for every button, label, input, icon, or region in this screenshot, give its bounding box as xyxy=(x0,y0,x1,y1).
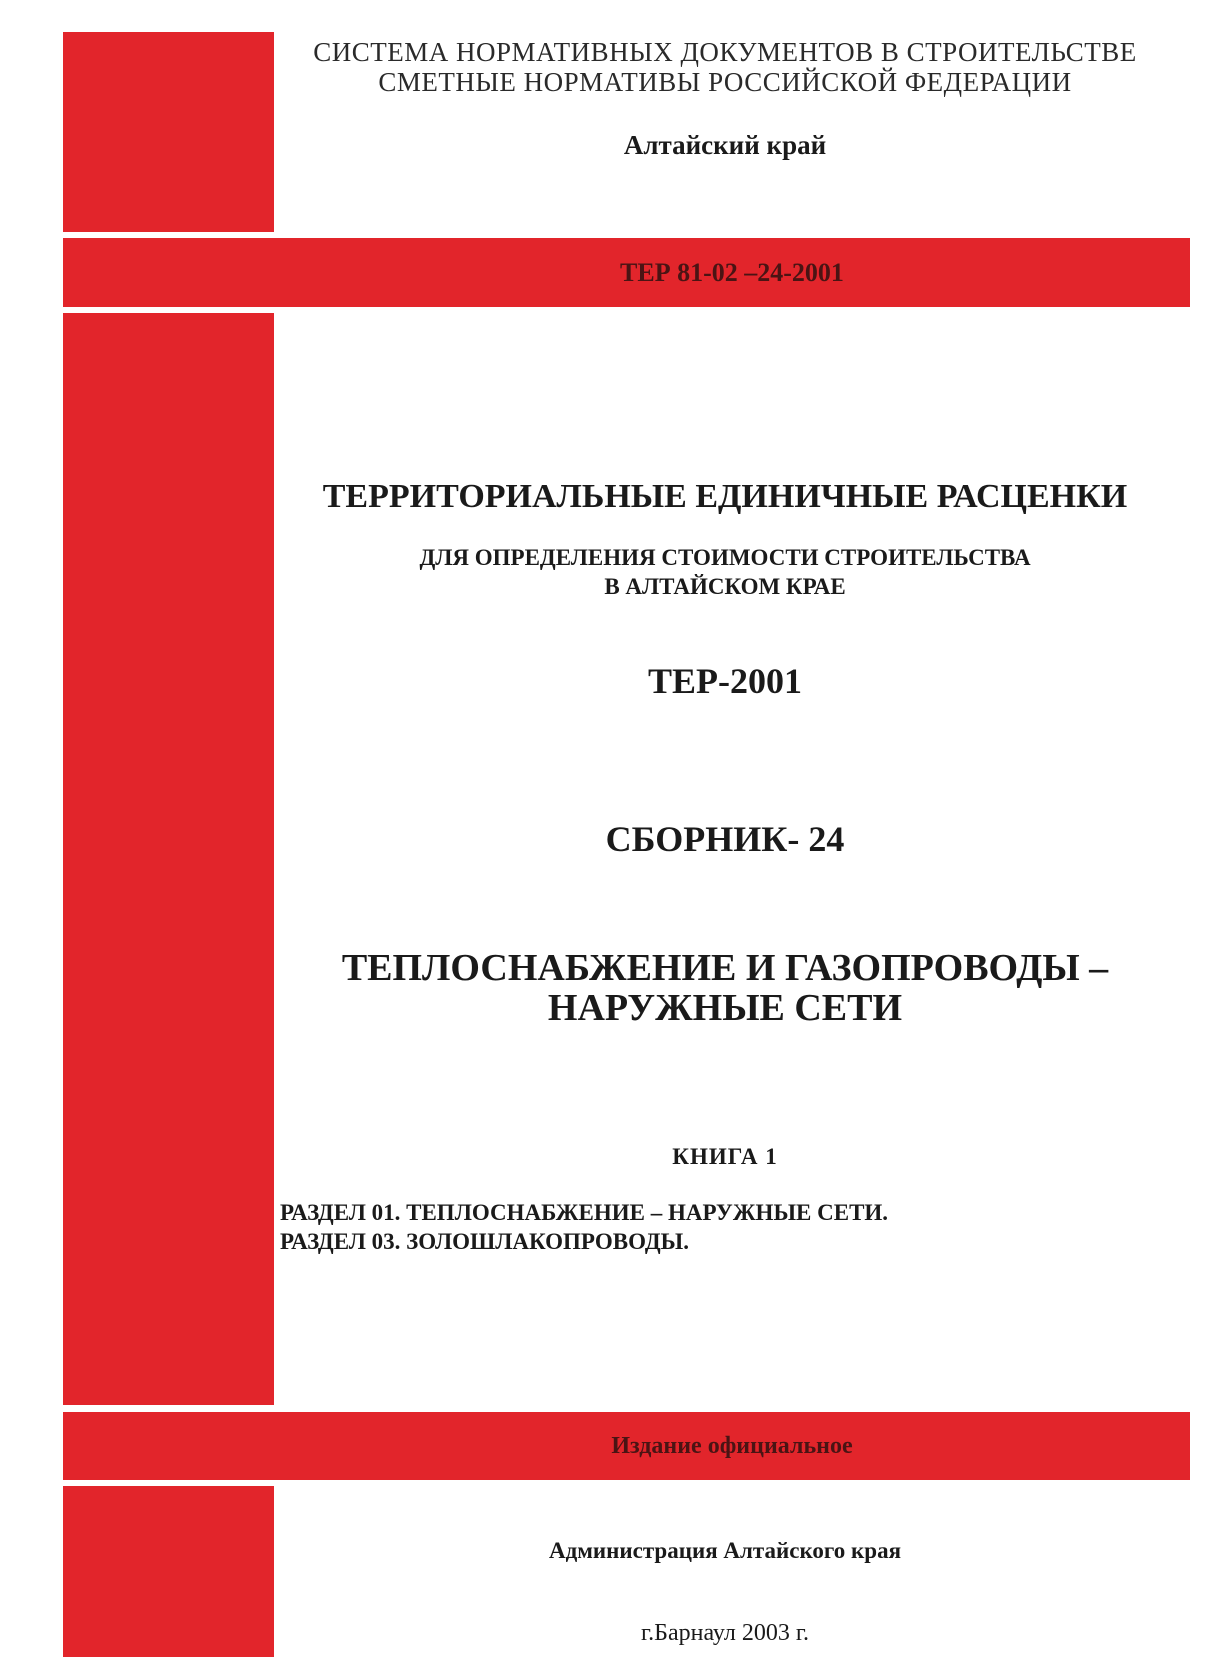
red-sidebar-top xyxy=(63,32,274,232)
subject-line-2: НАРУЖНЫЕ СЕТИ xyxy=(547,987,903,1029)
publisher-name: Администрация Алтайского края xyxy=(548,1538,902,1563)
edition-label: Издание официальное xyxy=(611,1433,853,1459)
city-year: г.Барнаул 2003 г. xyxy=(641,1620,809,1646)
section-line-2: РАЗДЕЛ 03. ЗОЛОШЛАКОПРОВОДЫ. xyxy=(280,1229,689,1254)
collection-number: СБОРНИК- 24 xyxy=(605,819,845,859)
document-code: ТЕР 81-02 –24-2001 xyxy=(620,258,844,287)
book-number: КНИГА 1 xyxy=(672,1144,778,1169)
red-sidebar-middle xyxy=(63,313,274,1405)
title-subline-2: В АЛТАЙСКОМ КРАЕ xyxy=(604,574,846,599)
header-line-1: СИСТЕМА НОРМАТИВНЫХ ДОКУМЕНТОВ В СТРОИТЕЛЬСТВЕ xyxy=(313,37,1137,67)
ter-label: ТЕР-2001 xyxy=(647,661,802,701)
title-subline-1: ДЛЯ ОПРЕДЕЛЕНИЯ СТОИМОСТИ СТРОИТЕЛЬСТВА xyxy=(419,545,1031,570)
header-line-2: СМЕТНЫЕ НОРМАТИВЫ РОССИЙСКОЙ ФЕДЕРАЦИИ xyxy=(378,67,1072,97)
region-label: Алтайский край xyxy=(623,130,827,160)
section-line-1: РАЗДЕЛ 01. ТЕПЛОСНАБЖЕНИЕ – НАРУЖНЫЕ СЕТИ. xyxy=(280,1200,889,1225)
subject-line-1: ТЕПЛОСНАБЖЕНИЕ И ГАЗОПРОВОДЫ – xyxy=(341,947,1109,989)
document-title: ТЕРРИТОРИАЛЬНЫЕ ЕДИНИЧНЫЕ РАСЦЕНКИ xyxy=(322,478,1128,515)
red-sidebar-bottom xyxy=(63,1486,274,1657)
